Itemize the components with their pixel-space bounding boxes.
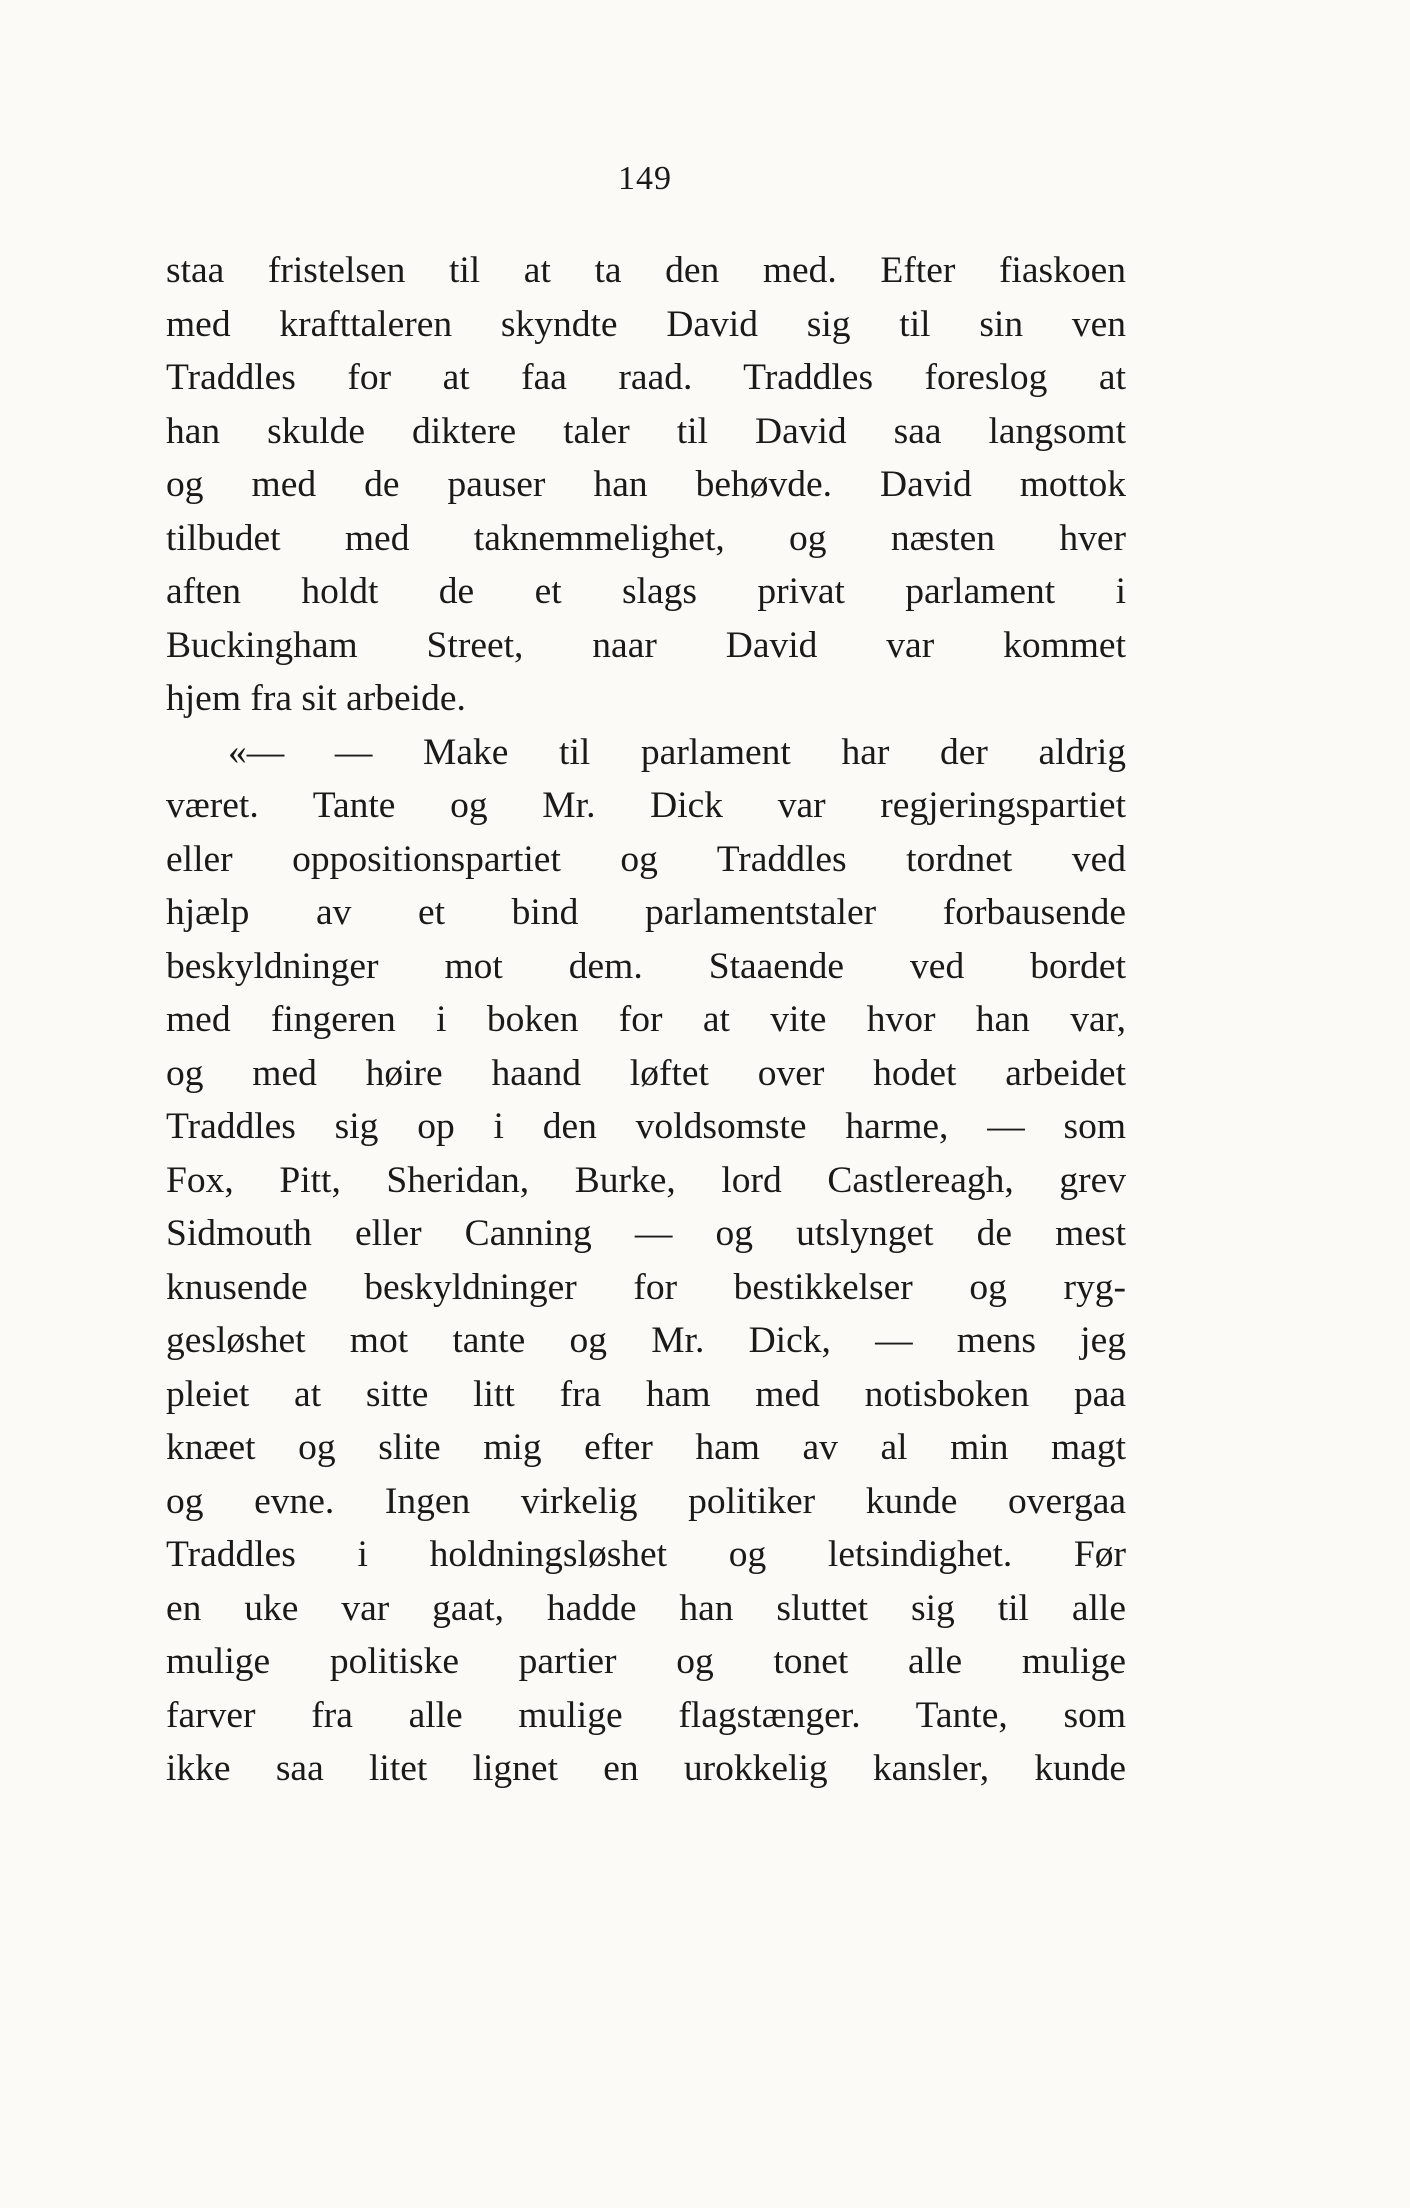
text-line: været. Tante og Mr. Dick var regjeringspartiet [166,785,1126,826]
text-line: hjem fra sit arbeide. [166,678,466,719]
text-line: og med de pauser han behøvde. David mottok [166,464,1126,505]
page-number: 149 [618,160,672,197]
text-line: «— — Make til parlament har der aldrig [228,731,1126,773]
text-line: Traddles for at faa raad. Traddles foreslog at [166,357,1126,398]
text-line: Traddles sig op i den voldsomste harme, — som [166,1106,1126,1147]
text-line: gesløshet mot tante og Mr. Dick, — mens jeg [166,1320,1126,1361]
text-line: tilbudet med taknemmelighet, og næsten hver [166,517,1126,559]
text-line: farver fra alle mulige flagstænger. Tante, som [166,1694,1126,1736]
text-line: Fox, Pitt, Sheridan, Burke, lord Castlereagh, grev [166,1159,1126,1201]
text-line: Sidmouth eller Canning — og utslynget de mest [166,1213,1126,1254]
text-line: han skulde diktere taler til David saa langsomt [166,410,1126,452]
text-line: knæet og slite mig efter ham av al min magt [166,1427,1126,1468]
text-line: Buckingham Street, naar David var kommet [166,624,1126,666]
text-line: eller oppositionspartiet og Traddles tordnet ved [166,838,1126,880]
text-line: en uke var gaat, hadde han sluttet sig til alle [166,1587,1126,1629]
body-text [166,244,1126,1796]
text-line: staa fristelsen til at ta den med. Efter fiaskoen [166,250,1126,291]
text-line: beskyldninger mot dem. Staaende ved bordet [166,945,1126,987]
text-line: pleiet at sitte litt fra ham med notisboken paa [166,1373,1126,1415]
text-line: ikke saa litet lignet en urokkelig kansler, kunde [166,1748,1126,1789]
text-line: med krafttaleren skyndte David sig til sin ven [166,303,1126,345]
text-line: Traddles i holdningsløshet og letsindighet. Før [166,1534,1126,1575]
text-line: mulige politiske partier og tonet alle mulige [166,1641,1126,1682]
text-line: og med høire haand løftet over hodet arbeidet [166,1052,1126,1094]
text-line: knusende beskyldninger for bestikkelser og ryg- [166,1266,1126,1308]
text-line: aften holdt de et slags privat parlament i [166,571,1126,612]
text-line: hjælp av et bind parlamentstaler forbausende [166,892,1126,933]
text-line: med fingeren i boken for at vite hvor han var, [166,999,1126,1040]
text-line: og evne. Ingen virkelig politiker kunde overgaa [166,1480,1126,1522]
